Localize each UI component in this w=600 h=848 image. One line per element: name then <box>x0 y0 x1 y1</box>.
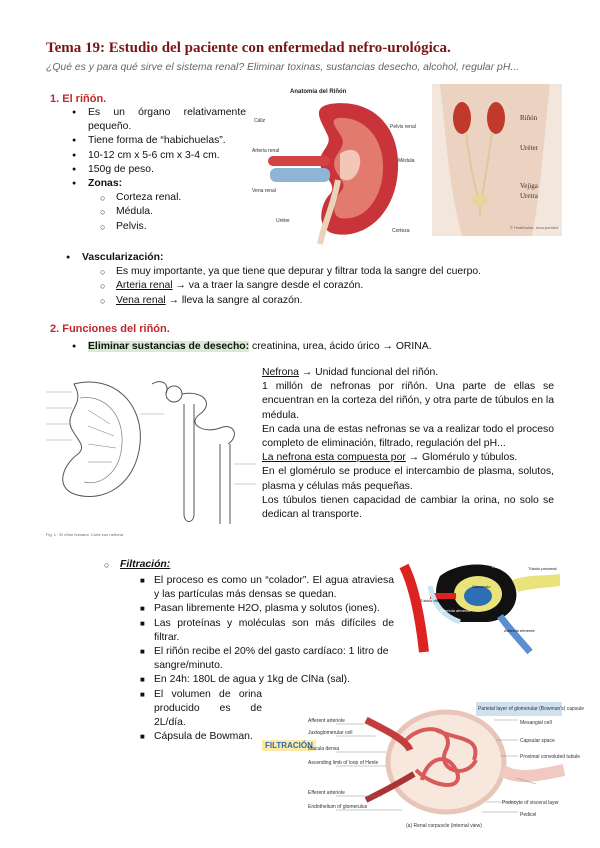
label-efferent: Efferent arteriole <box>308 790 345 796</box>
label-capsular-space: Capsular space <box>520 738 555 744</box>
filtracion-banner: FILTRACIÓN <box>262 740 316 751</box>
label-mesangial: Mesangial cell <box>520 720 552 726</box>
compuesta-text: → Glomérulo y túbulos. <box>405 452 518 464</box>
filtracion-label: Filtración: <box>120 559 171 570</box>
kidney-anatomy-title: Anatomía del Riñón <box>290 89 347 95</box>
label-medula: Médula <box>398 158 415 164</box>
urinary-system-figure <box>432 84 562 236</box>
vena-renal-term: Vena renal <box>116 294 166 306</box>
list-item: ○ Médula. <box>116 205 246 219</box>
label-pelvis: Pelvis renal <box>390 124 416 130</box>
label-aferente: Arteriola aferente <box>440 608 471 613</box>
nefrona-term: Nefrona <box>262 367 299 378</box>
label-corteza: Corteza <box>392 228 410 234</box>
vena-renal-text: → lleva la sangre al corazón. <box>165 294 303 306</box>
label-eferente: Arteriola eferente <box>504 628 535 633</box>
eliminar-label: Eliminar sustancias de desecho: <box>88 341 250 352</box>
page-subtitle: ¿Qué es y para qué sirve el sistema renal? Eliminar toxinas, sustancias desecho, alcohol, regular pH... <box>46 62 520 73</box>
list-item: ■ Las proteínas y moléculas son más difíciles de filtrar. <box>154 617 394 645</box>
section-1-heading: 1. El riñón. <box>50 93 107 105</box>
list-item: ● 150g de peso. <box>88 163 246 177</box>
list-item: ● Es un órgano relativamente pequeño. <box>88 106 246 134</box>
label-caliz: Cáliz <box>254 118 266 124</box>
corpuscle-caption: (a) Renal corpuscle (internal view) <box>406 823 482 829</box>
zonas-label: Zonas: <box>88 178 123 190</box>
nefrona-paragraphs <box>262 366 554 522</box>
list-item: ○ Pelvis. <box>116 220 246 234</box>
list-item: ● Tiene forma de “habichuelas”. <box>88 134 246 148</box>
list-item: ■ En 24h: 180L de agua y 1kg de ClNa (sal). <box>154 673 394 687</box>
page-title: Tema 19: Estudio del paciente con enfermedad nefro-urológica. <box>46 40 451 56</box>
label-macula-densa: Macula densa <box>308 746 340 752</box>
label-uretra: Uretra <box>520 192 538 200</box>
compuesta-term: La nefrona esta compuesta por <box>262 452 406 464</box>
nefrona-para-1: 1 millón de nefronas por riñón. Una parte de ellas se encuentran en la corteza del riñón, y otra parte de túbulos en la médula. <box>262 381 554 421</box>
label-rinon: Riñón <box>520 114 538 122</box>
nefrona-para-4: Los túbulos tienen capacidad de cambiar la orina, no solo se dedican al transporte. <box>262 494 554 521</box>
nephron-figure <box>44 364 258 540</box>
label-glomerulo: Glomérulo <box>472 584 491 589</box>
label-ureter-a: Uréter <box>276 218 290 224</box>
list-item: ■ El riñón recibe el 20% del gasto cardíaco: 1 litro de sangre/minuto. <box>154 645 394 673</box>
label-ascending-limb: Ascending limb of loop of Henle <box>308 760 379 766</box>
label-vena: Vena renal <box>252 188 276 194</box>
renal-corpuscle-figure <box>306 700 584 830</box>
list-item: ■ El volumen de orina producido es de 2L/día. <box>154 688 262 731</box>
list-item <box>116 279 542 293</box>
label-juxtaglomerular: Juxtaglomerular cell <box>308 730 353 736</box>
label-proximal: Proximal convoluted tubule <box>520 754 581 760</box>
label-pedicel: Pedicel <box>520 812 537 818</box>
filtracion-heading <box>120 558 170 572</box>
list-item: ○ Corteza renal. <box>116 191 246 205</box>
label-tubulo-proximal: Túbulo proximal <box>528 566 557 571</box>
label-ureter: Uréter <box>520 144 538 152</box>
label-afferent: Afferent arteriole <box>308 718 345 724</box>
list-item: ■ Cápsula de Bowman. <box>154 730 394 744</box>
eliminar-text: creatinina, urea, ácido úrico → ORINA. <box>249 341 432 352</box>
arteria-renal-term: Arteria renal <box>116 280 173 292</box>
healthwise-credit: © Healthwise, Incorporated <box>510 225 559 230</box>
eliminar-item <box>88 340 432 354</box>
list-item <box>88 177 246 191</box>
section-1-bullets <box>88 106 246 234</box>
list-item <box>116 294 542 308</box>
glomerulus-figure <box>400 556 560 652</box>
list-item: ○ Es muy importante, ya que tiene que depurar y filtrar toda la sangre del cuerpo. <box>116 265 542 279</box>
nefrona-para-2: En cada una de estas nefronas se va a realizar todo el proceso completo de eliminación, filtrado, regulación del pH... <box>262 423 554 450</box>
section-2-heading: 2. Funciones del riñón. <box>50 323 170 335</box>
label-parietal-layer: Parietal layer of glomerular (Bowman's) capsule <box>478 706 584 712</box>
nefrona-text: → Unidad funcional del riñón. <box>298 367 439 378</box>
label-tubulo-distal: Túbulo distal <box>420 598 443 603</box>
label-vejiga: Vejiga <box>520 182 538 190</box>
list-item: ■ El proceso es como un “colador”. El agua atraviesa y las partículas más densas se quedan. <box>154 574 394 602</box>
arteria-renal-text: → va a traer la sangre desde el corazón. <box>172 280 364 292</box>
label-podocyte: Podocyte of visceral layer <box>502 800 559 806</box>
kidney-anatomy-figure <box>250 84 420 244</box>
list-item: ● 10-12 cm x 5-6 cm x 3-4 cm. <box>88 149 246 163</box>
nefrona-para-3: En el glomérulo se produce el intercambio de plasma, solutos, plasma y células más pequeñas. <box>262 466 554 492</box>
vascularizacion-block <box>82 251 542 308</box>
label-capsula: Cápsula de Bowman <box>492 564 529 569</box>
vasc-label: Vascularización: <box>82 252 164 263</box>
list-item: ■ Pasan libremente H2O, plasma y solutos (iones). <box>154 602 394 616</box>
nephron-caption: Fig. 1 · El riñón humano. Corte con nefrona <box>46 532 123 537</box>
label-endothelium: Endothelium of glomerulus <box>308 804 368 810</box>
label-arteria: Arteria renal <box>252 148 280 154</box>
